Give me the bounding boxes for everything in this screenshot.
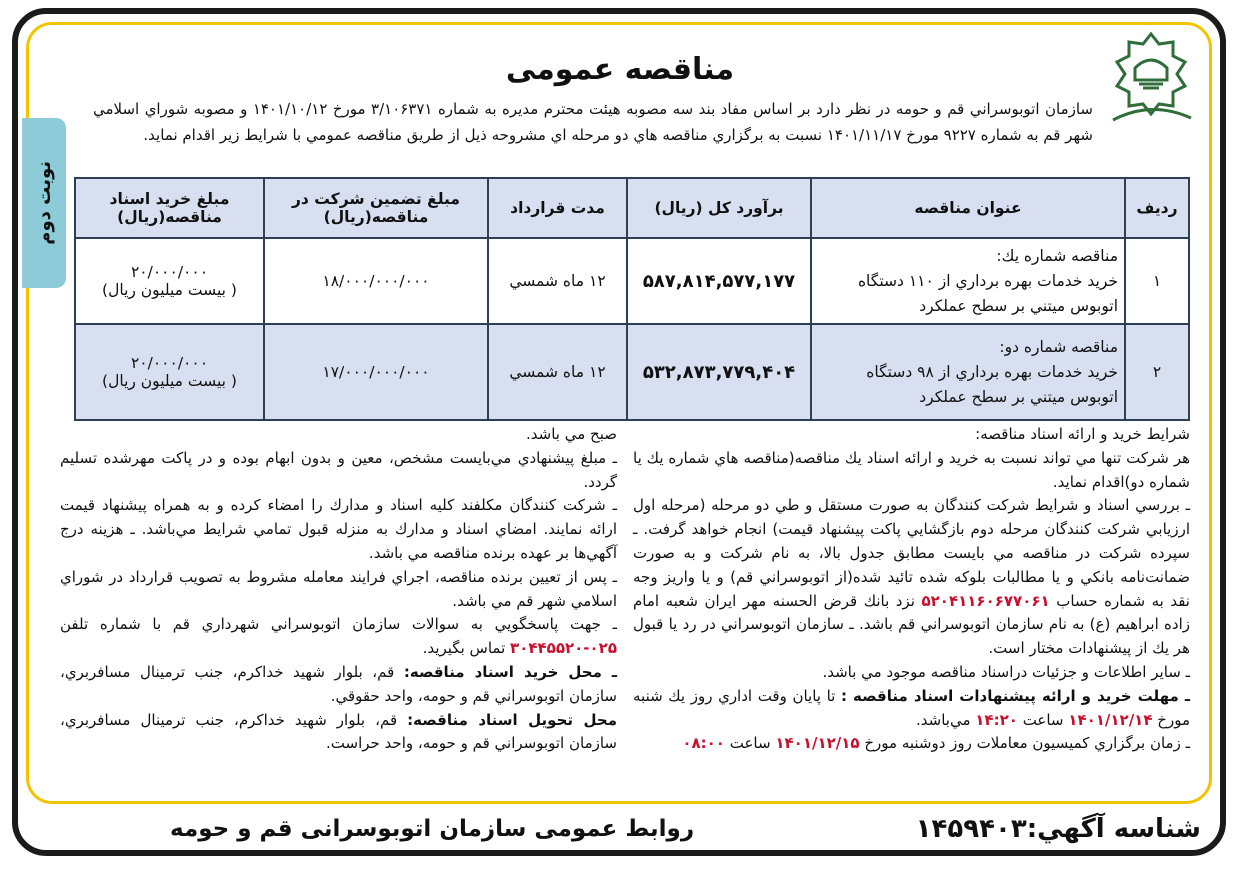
duration-value: ۱۲ ماه شمسي <box>488 238 627 324</box>
tender-name: مناقصه شماره دو: <box>999 337 1118 356</box>
publication-round-label: نوبت دوم <box>33 161 55 245</box>
tender-desc-line1: خريد خدمات بهره برداري از ۹۸ دستگاه <box>866 362 1118 381</box>
account-number: ۵۲۰۴۱۱۶۰۶۷۷۰۶۱ <box>921 591 1050 610</box>
ad-id: شناسه آگهي:۱۴۵۹۴۰۳ <box>915 814 1201 844</box>
header-tender-title: عنوان مناقصه <box>811 178 1125 238</box>
purchase-location-item: ـ محل خريد اسناد مناقصه: قم، بلوار شهيد خداكرم، جنب ترمينال مسافربري، سازمان اتوبوسراني قم و حومه، واحد حقوقي. <box>60 662 617 705</box>
header-estimate: برآورد كل (ريال) <box>627 178 811 238</box>
deadline-date: ۱۴۰۱/۱۲/۱۴ <box>1068 710 1153 729</box>
guarantee-value: ۱۸/۰۰۰/۰۰۰/۰۰۰ <box>264 238 488 324</box>
municipality-emblem-icon <box>1099 30 1203 126</box>
condition-item: ـ ساير اطلاعات و جزئيات دراسناد مناقصه موجود مي باشد. <box>822 662 1190 681</box>
row-number: ۲ <box>1125 324 1189 420</box>
conditions-left-column <box>60 423 617 793</box>
deadline-item: ـ مهلت خريد و ارائه پيشنهادات اسناد مناقصه : تا پايان وقت اداري روز يك شنبه مورخ ۱۴۰۱/۱۲/۱۴ ساعت ۱۴:۲۰ مي‌باشد. <box>633 686 1190 729</box>
purchase-location-label: ـ محل خريد اسناد مناقصه: <box>403 662 617 681</box>
table-row <box>75 238 1189 324</box>
publication-round-tab <box>22 118 66 288</box>
delivery-location-label: محل تحويل اسناد مناقصه: <box>407 710 617 729</box>
tender-title-cell <box>811 238 1125 324</box>
header-row-number: رديف <box>1125 178 1189 238</box>
delivery-location-item: محل تحويل اسناد مناقصه: قم، بلوار شهيد خداكرم، جنب ترمينال مسافربري، سازمان اتوبوسراني قم و حومه، واحد حراست. <box>60 710 617 753</box>
condition-item: ـ پس از تعيين برنده مناقصه، اجراي فرايند معامله مشروط به تصويب قرارداد در شوراي اسلامي شهر قم مي باشد. <box>60 567 617 610</box>
estimate-value: ۵۸۷,۸۱۴,۵۷۷,۱۷۷ <box>627 238 811 324</box>
commission-item: ـ زمان برگزاري كميسيون معاملات روز دوشنبه مورخ ۱۴۰۱/۱۲/۱۵ ساعت ۰۸:۰۰ <box>682 734 1190 753</box>
header-doc-price: مبلغ خريد اسناد مناقصه(ريال) <box>75 178 264 238</box>
ad-title: مناقصه عمومی <box>505 52 735 87</box>
tender-desc-line1: خريد خدمات بهره برداري از ۱۱۰ دستگاه <box>857 271 1118 290</box>
doc-price-words: ( بيست ميليون ريال) <box>102 372 237 390</box>
tender-title-cell <box>811 324 1125 420</box>
deadline-label: ـ مهلت خريد و ارائه پيشنهادات اسناد مناقصه : <box>840 686 1190 705</box>
phone-number: ۰۲۵-۳۰۴۴۵۵۲۰ <box>510 639 617 658</box>
condition-item: هر شركت تنها مي تواند نسبت به خريد و ارائه اسناد يك مناقصه(مناقصه هاي شماره يك يا شماره دو)اقدام نمايد. <box>633 448 1190 491</box>
duration-value: ۱۲ ماه شمسي <box>488 324 627 420</box>
guarantee-value: ۱۷/۰۰۰/۰۰۰/۰۰۰ <box>264 324 488 420</box>
deadline-time: ۱۴:۲۰ <box>975 710 1018 729</box>
doc-price-value: ۲۰/۰۰۰/۰۰۰ <box>130 263 209 281</box>
estimate-value: ۵۳۲,۸۷۳,۷۷۹,۴۰۴ <box>627 324 811 420</box>
commission-time: ۰۸:۰۰ <box>682 734 725 753</box>
doc-price-cell <box>75 238 264 324</box>
header-duration: مدت قرارداد <box>488 178 627 238</box>
conditions-heading: شرايط خريد و ارائه اسناد مناقصه: <box>975 425 1190 443</box>
conditions-right-column <box>633 423 1190 793</box>
doc-price-value: ۲۰/۰۰۰/۰۰۰ <box>130 354 209 372</box>
contact-item: ـ جهت پاسخگويي به سوالات سازمان اتوبوسراني شهرداري قم با شماره تلفن ۰۲۵-۳۰۴۴۵۵۲۰ تماس بگيريد. <box>60 615 617 658</box>
condition-item: صبح مي باشد. <box>526 425 617 443</box>
row-number: ۱ <box>1125 238 1189 324</box>
table-row <box>75 324 1189 420</box>
tender-desc-line2: اتوبوس ميتني بر سطح عملكرد <box>919 387 1118 406</box>
header-guarantee: مبلغ تضمين شركت در مناقصه(ريال) <box>264 178 488 238</box>
table-header-row <box>75 178 1189 238</box>
tenders-table <box>74 177 1190 421</box>
intro-paragraph: سازمان اتوبوسراني قم و حومه در نظر دارد بر اساس مفاد بند سه مصوبه هيئت محترم مديره به شماره ۳/۱۰۶۳۷۱ مورخ ۱۴۰۱/۱۰/۱۲ و مصوبه شوراي اسلامي شهر قم به شماره ۹۲۲۷ مورخ ۱۴۰۱/۱۱/۱۷ نسبت به برگزاري مناقصه هاي دو مرحله اي مشروحه ذيل از طريق مناقصه عمومي با شرايط زير اقدام نمايد. <box>93 100 1093 144</box>
tender-desc-line2: اتوبوس ميتني بر سطح عملكرد <box>919 296 1118 315</box>
condition-item: ـ مبلغ پيشنهادي مي‌بايست مشخص، معين و بدون ابهام بوده و در پاكت مهرشده تسليم گردد. <box>60 448 617 491</box>
condition-item: ـ شركت كنندگان مكلفند كليه اسناد و مدارك را امضاء كرده و به همراه پيشنهاد قيمت ارائه نمايند. امضاي اسناد و مدارك به منزله قبول تمامي شرايط مي‌باشد. ـ هزينه درج آگهي‌ها بر عهده برنده مناقصه مي باشد. <box>60 496 617 562</box>
tender-name: مناقصه شماره يك: <box>996 246 1118 265</box>
conditions-section <box>60 423 1190 793</box>
publisher-name: روابط عمومی سازمان اتوبوسرانی قم و حومه <box>170 816 695 842</box>
doc-price-words: ( بيست ميليون ريال) <box>102 281 237 299</box>
condition-item: ـ بررسي اسناد و شرايط شركت كنندگان به صورت مستقل و طي دو مرحله (مرحله اول ارزيابي شركت كنندگان مرحله دوم بازگشايي پاكت پيشنهاد قيمت) انجام خواهد گرفت. ـ سپرده شركت در مناقصه مي بايست مطابق جدول بالا، به نام شركت و به صورت ضمانت‌نامه بانكي و يا مطالبات بلوكه شده تائيد شده(از اتوبوسراني قم) و يا واريز وجه نقد به شماره حساب ۵۲۰۴۱۱۶۰۶۷۷۰۶۱ نزد بانك قرض الحسنه مهر ايران شعبه امام زاده ابراهيم (ع) به نام سازمان اتوبوسراني قم باشد. ـ سازمان اتوبوسراني در رد يا قبول هر يك از پيشنهادات مختار است. <box>633 496 1190 658</box>
doc-price-cell <box>75 324 264 420</box>
commission-date: ۱۴۰۱/۱۲/۱۵ <box>775 734 860 753</box>
